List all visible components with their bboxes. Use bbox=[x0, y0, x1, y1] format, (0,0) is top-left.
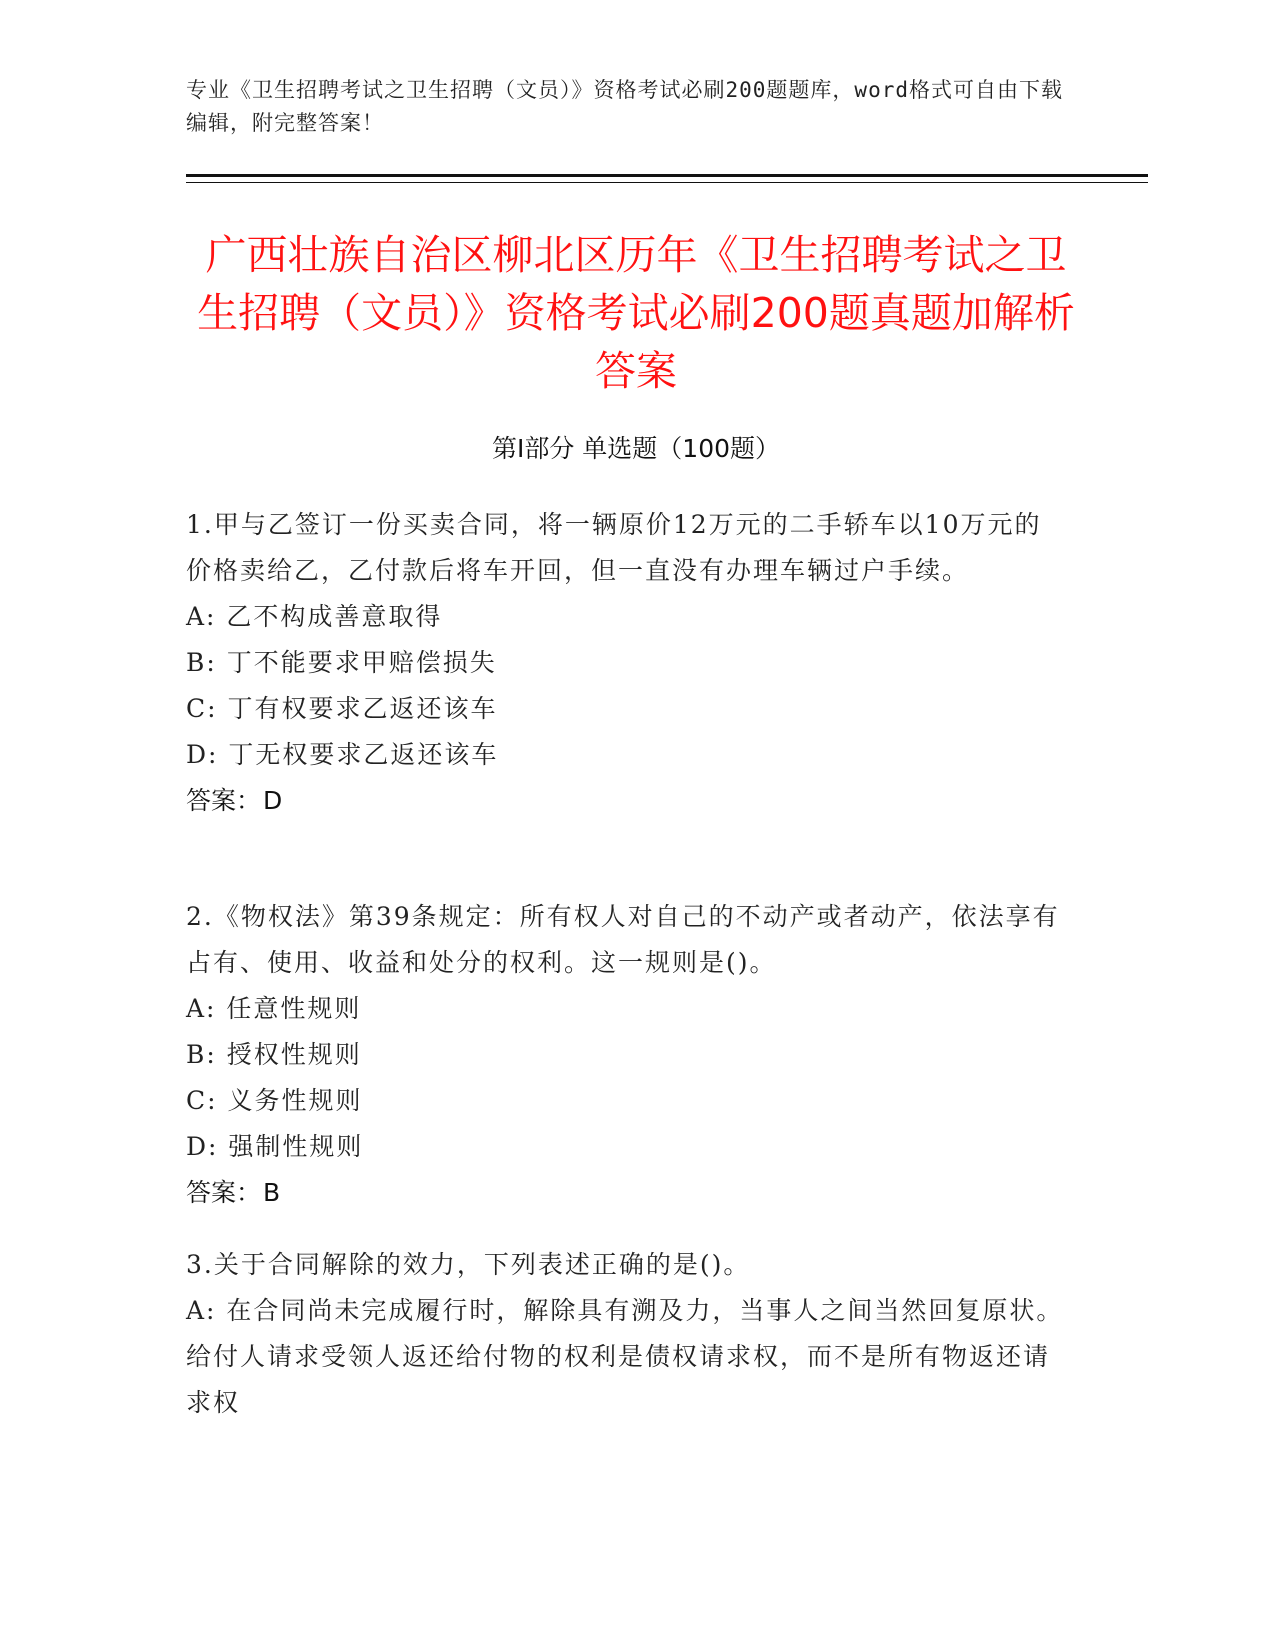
option-d: D: 丁无权要求乙返还该车 bbox=[186, 740, 499, 769]
answer-value: B bbox=[263, 1178, 281, 1207]
option-c: C: 丁有权要求乙返还该车 bbox=[186, 694, 498, 723]
option-a: A: 乙不构成善意取得 bbox=[186, 602, 443, 631]
answer-line bbox=[186, 778, 1066, 824]
question-3 bbox=[186, 1242, 1066, 1426]
question-2 bbox=[186, 894, 1066, 1216]
answer-value: D bbox=[263, 786, 283, 815]
answer-label: 答案： bbox=[186, 1178, 262, 1207]
question-1 bbox=[186, 502, 1066, 824]
question-stem: 3.关于合同解除的效力，下列表述正确的是()。 bbox=[186, 1250, 751, 1279]
option-b: B: 授权性规则 bbox=[186, 1040, 362, 1069]
answer-line bbox=[186, 1170, 1066, 1216]
header-divider-thick bbox=[186, 174, 1148, 177]
option-c: C: 义务性规则 bbox=[186, 1086, 363, 1115]
question-stem: 1.甲与乙签订一份买卖合同，将一辆原价12万元的二手轿车以10万元的价格卖给乙，乙付款后将车开回，但一直没有办理车辆过户手续。 bbox=[186, 510, 1042, 585]
document-title: 广西壮族自治区柳北区历年《卫生招聘考试之卫生招聘（文员）》资格考试必刷200题真题加解析答案 bbox=[197, 231, 1075, 395]
section-title: 第Ⅰ部分 单选题（100题） bbox=[491, 434, 781, 463]
answer-label: 答案： bbox=[186, 786, 262, 815]
header-divider-thin bbox=[186, 182, 1148, 183]
option-a: A: 任意性规则 bbox=[186, 994, 362, 1023]
option-d: D: 强制性规则 bbox=[186, 1132, 364, 1161]
header-note: 专业《卫生招聘考试之卫生招聘（文员）》资格考试必刷200题题库，word格式可自由下载编辑，附完整答案！ bbox=[186, 78, 1063, 135]
option-b: B: 丁不能要求甲赔偿损失 bbox=[186, 648, 497, 677]
question-stem: 2.《物权法》第39条规定：所有权人对自己的不动产或者动产，依法享有占有、使用、收益和处分的权利。这一规则是()。 bbox=[186, 902, 1060, 977]
option-a: A: 在合同尚未完成履行时，解除具有溯及力，当事人之间当然回复原状。给付人请求受领人返还给付物的权利是债权请求权，而不是所有物返还请求权 bbox=[186, 1296, 1064, 1417]
